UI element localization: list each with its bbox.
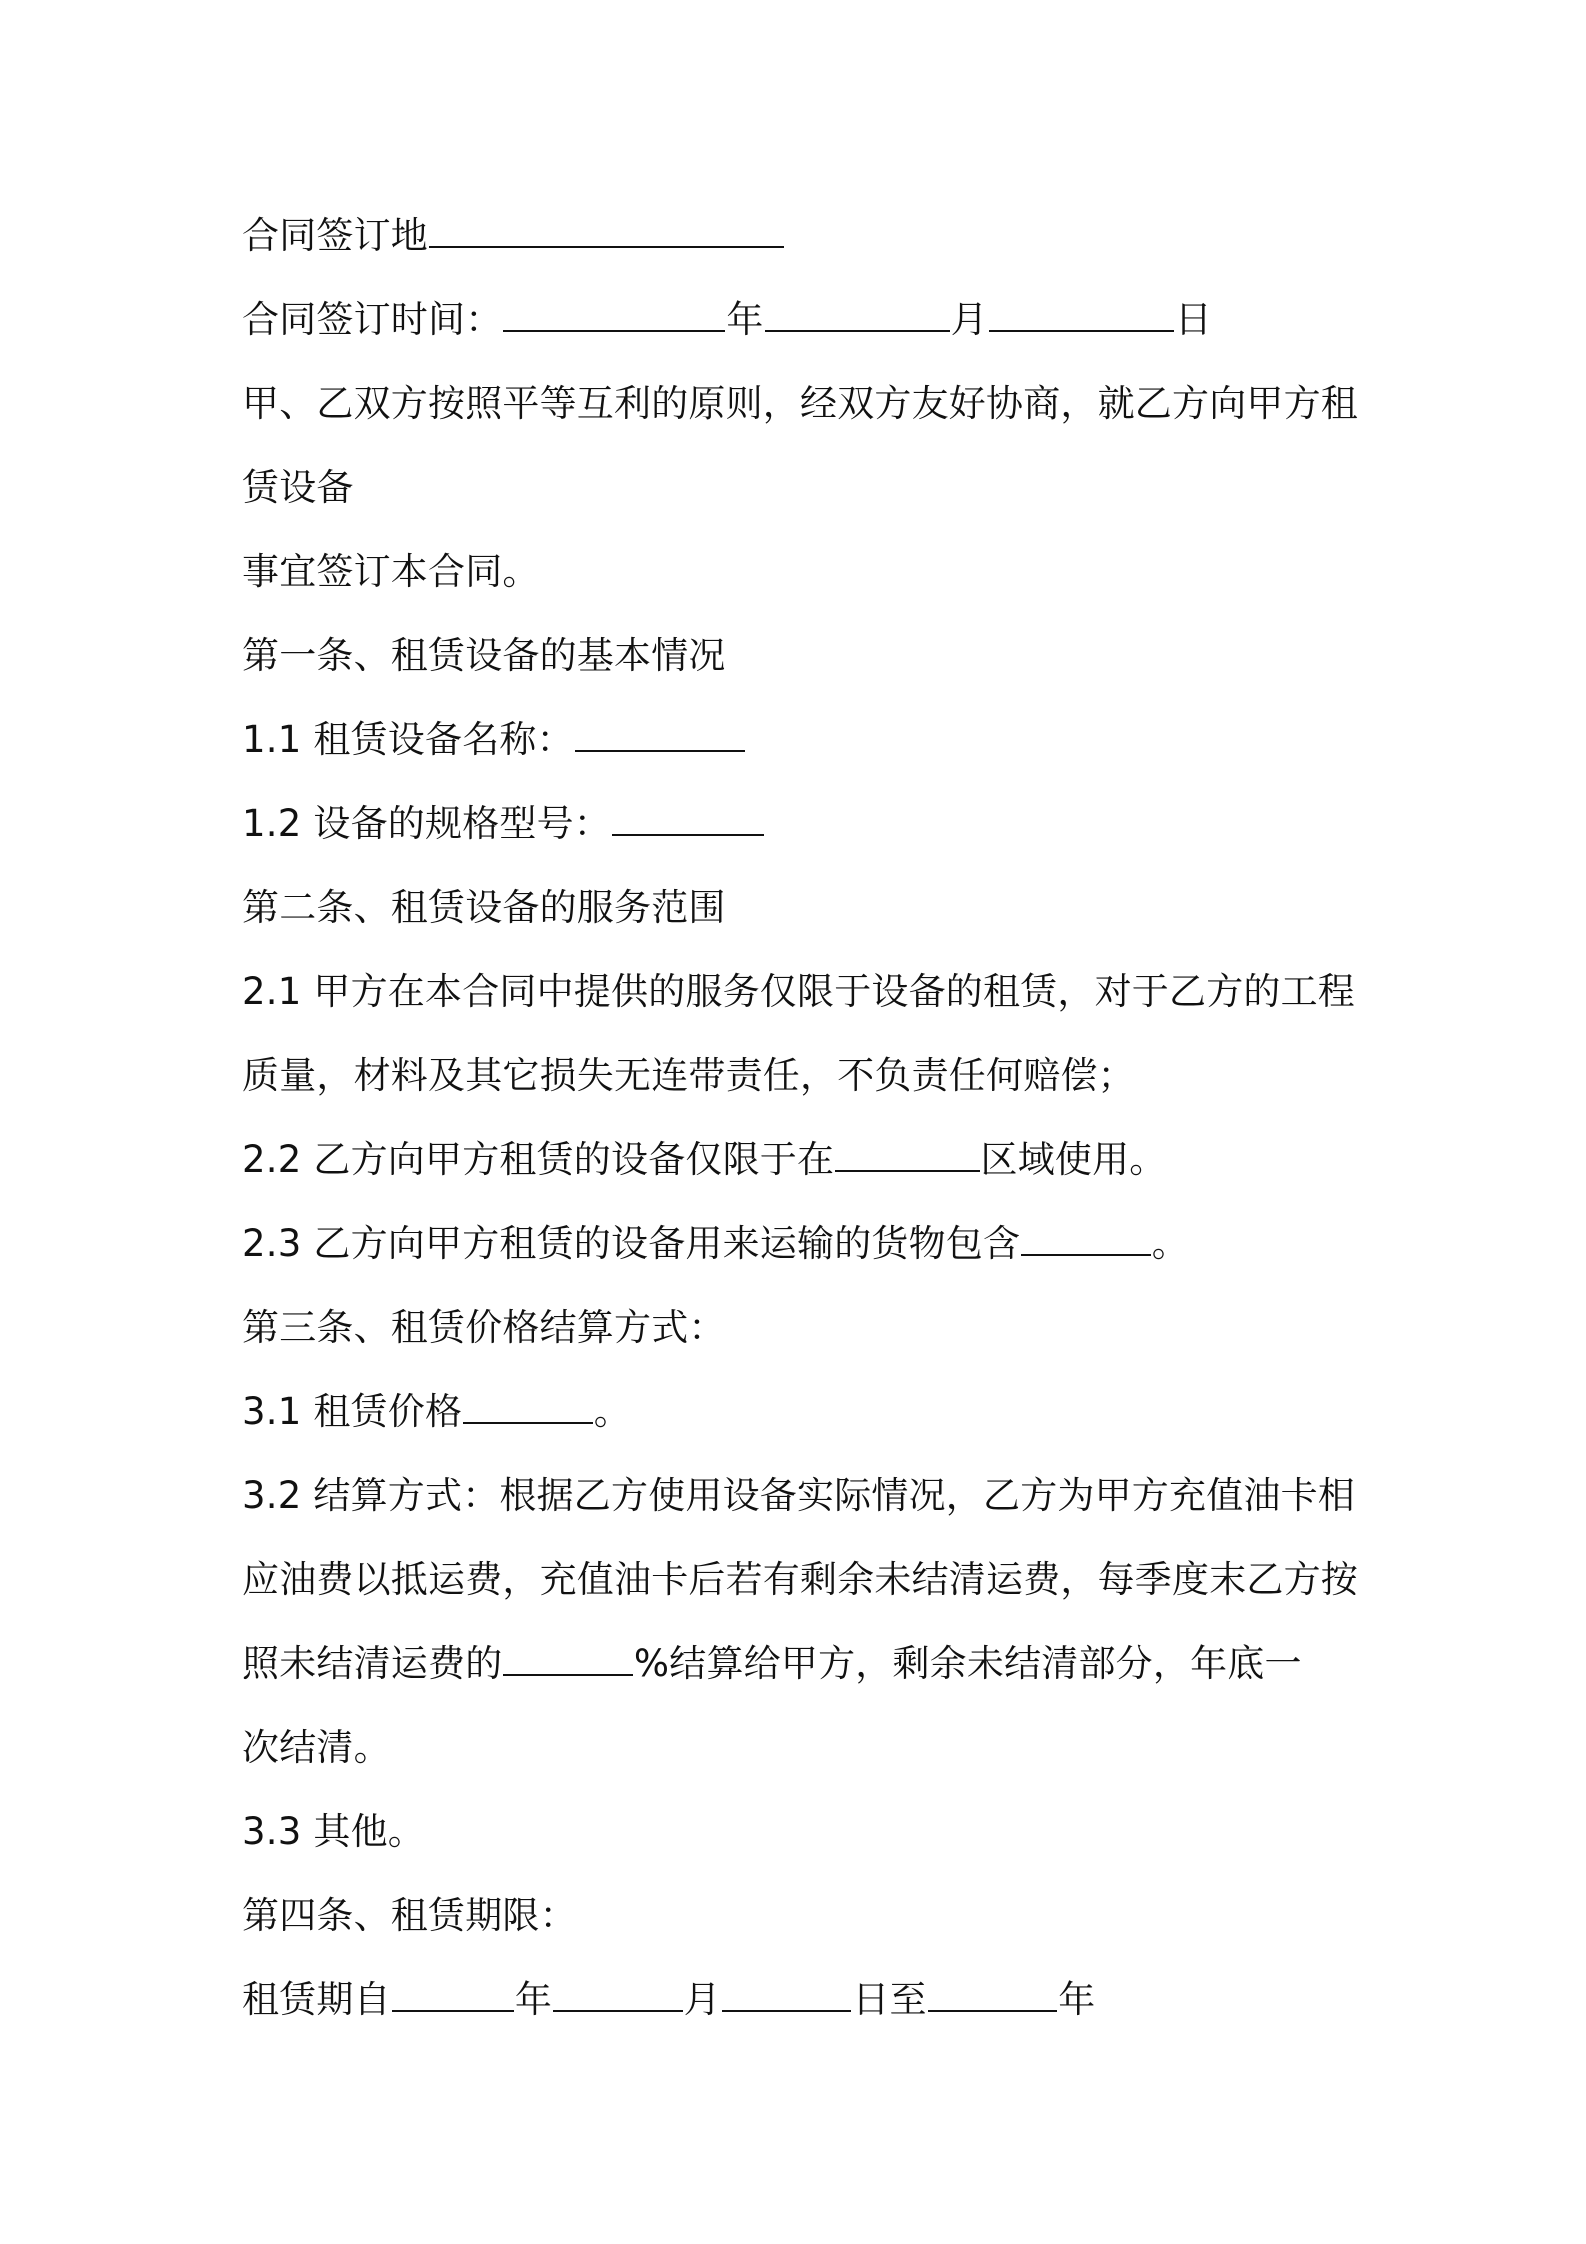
term-start-month-blank bbox=[553, 1977, 683, 2012]
item-3-1-line bbox=[242, 1370, 1362, 1454]
equipment-model-blank bbox=[612, 801, 764, 836]
usage-area-blank bbox=[835, 1137, 979, 1172]
item-1-2-label: 1.2 设备的规格型号： bbox=[242, 802, 612, 845]
item-1-1-label: 1.1 租赁设备名称： bbox=[242, 718, 574, 761]
signing-year-blank bbox=[503, 297, 725, 332]
term-line bbox=[242, 1958, 1362, 2042]
item-2-2-line bbox=[242, 1118, 1362, 1202]
article-3-title: 第三条、租赁价格结算方式： bbox=[242, 1306, 726, 1349]
rental-price-blank bbox=[463, 1389, 593, 1424]
item-3-1-text-before: 3.1 租赁价格 bbox=[242, 1390, 463, 1433]
item-3-2-line-1: 3.2 结算方式：根据乙方使用设备实际情况，乙方为甲方充值油卡相 bbox=[242, 1474, 1356, 1517]
goods-blank bbox=[1021, 1221, 1151, 1256]
item-2-1-line-1: 2.1 甲方在本合同中提供的服务仅限于设备的租赁，对于乙方的工程 bbox=[242, 970, 1356, 1013]
settlement-percent-blank bbox=[503, 1641, 633, 1676]
term-text-before: 租赁期自 bbox=[242, 1978, 391, 2021]
signing-year-unit: 年 bbox=[726, 298, 764, 341]
item-3-2-line-3 bbox=[242, 1622, 1362, 1706]
item-1-2-line bbox=[242, 782, 1362, 866]
term-day-to: 日至 bbox=[852, 1978, 927, 2021]
item-1-1-line bbox=[242, 698, 1362, 782]
item-2-3-text-before: 2.3 乙方向甲方租赁的设备用来运输的货物包含 bbox=[242, 1222, 1021, 1265]
article-2-title: 第二条、租赁设备的服务范围 bbox=[242, 886, 726, 929]
signing-day-blank bbox=[989, 297, 1174, 332]
signing-place-line bbox=[242, 194, 1362, 278]
term-month-unit: 月 bbox=[683, 1978, 721, 2021]
signing-time-label: 合同签订时间： bbox=[242, 298, 503, 341]
term-end-year-unit: 年 bbox=[1058, 1978, 1096, 2021]
equipment-name-blank bbox=[575, 717, 745, 752]
term-end-year-blank bbox=[928, 1977, 1058, 2012]
item-2-3-line bbox=[242, 1202, 1362, 1286]
intro-line-3: 事宜签订本合同。 bbox=[242, 550, 540, 593]
signing-place-blank bbox=[429, 213, 784, 248]
item-3-1-text-after: 。 bbox=[593, 1390, 631, 1433]
signing-place-label: 合同签订地 bbox=[242, 214, 428, 257]
intro-line-1: 甲、乙双方按照平等互利的原则，经双方友好协商，就乙方向甲方租 bbox=[242, 382, 1358, 425]
term-year-unit: 年 bbox=[514, 1978, 553, 2021]
article-4-title: 第四条、租赁期限： bbox=[242, 1894, 577, 1937]
intro-line-2: 赁设备 bbox=[242, 466, 354, 509]
item-2-2-text-before: 2.2 乙方向甲方租赁的设备仅限于在 bbox=[242, 1138, 835, 1181]
article-1-title: 第一条、租赁设备的基本情况 bbox=[242, 634, 726, 677]
signing-month-unit: 月 bbox=[950, 298, 988, 341]
signing-day-unit: 日 bbox=[1174, 298, 1213, 341]
signing-month-blank bbox=[765, 297, 950, 332]
term-start-year-blank bbox=[392, 1977, 514, 2012]
item-3-2-line-4: 次结清。 bbox=[242, 1726, 391, 1769]
item-3-2-line-2: 应油费以抵运费，充值油卡后若有剩余未结清运费，每季度末乙方按 bbox=[242, 1558, 1358, 1601]
term-start-day-blank bbox=[722, 1977, 852, 2012]
item-3-3-line: 3.3 其他。 bbox=[242, 1810, 426, 1853]
signing-time-line bbox=[242, 278, 1362, 362]
item-2-2-text-after: 区域使用。 bbox=[980, 1138, 1167, 1181]
item-2-1-line-2: 质量，材料及其它损失无连带责任，不负责任何赔偿； bbox=[242, 1054, 1135, 1097]
item-2-3-text-after: 。 bbox=[1151, 1222, 1189, 1265]
item-3-2-text-before: 照未结清运费的 bbox=[242, 1642, 503, 1685]
contract-body bbox=[242, 194, 1362, 2042]
item-3-2-text-after: %结算给甲方，剩余未结清部分，年底一 bbox=[633, 1642, 1302, 1685]
